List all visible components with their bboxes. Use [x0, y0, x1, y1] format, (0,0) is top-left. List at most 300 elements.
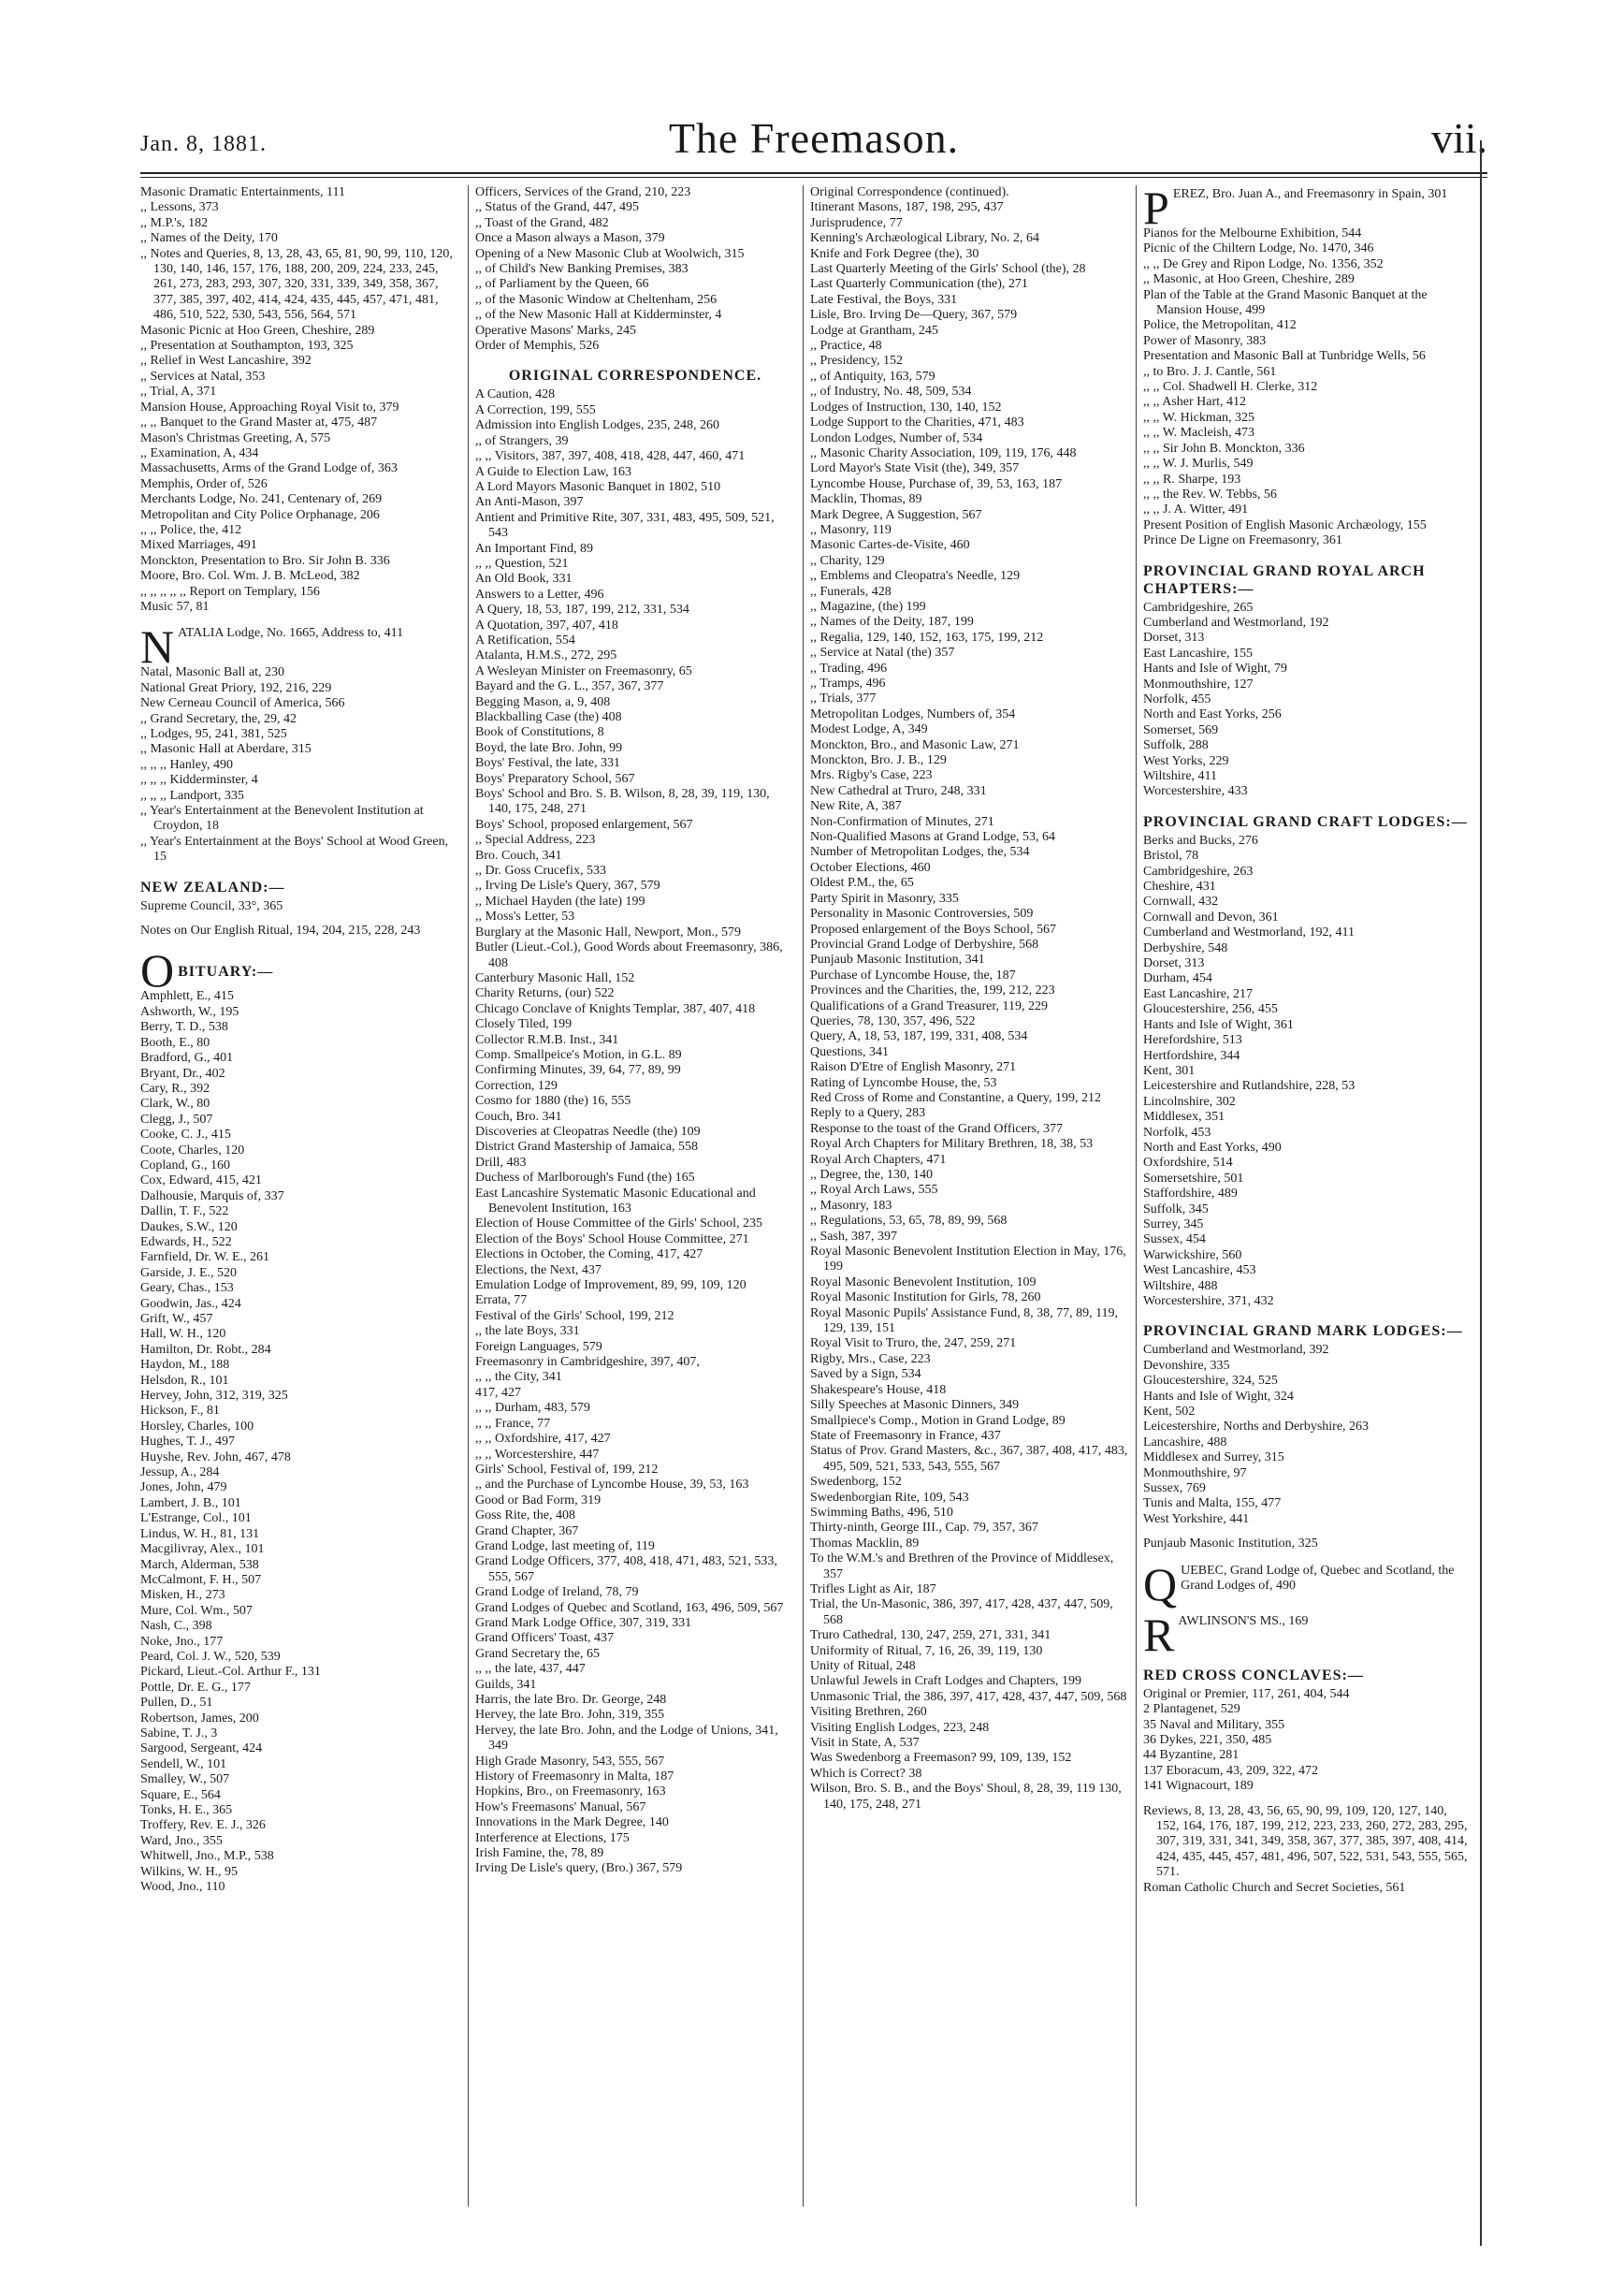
index-entry: L'Estrange, Col., 101	[140, 1511, 252, 1526]
index-list-mark-lodges	[1143, 1343, 1469, 1527]
index-entry: A Query, 18, 53, 187, 199, 212, 331, 534	[475, 603, 689, 618]
index-entry: 44 Byzantine, 281	[1143, 1748, 1240, 1763]
index-entry: ,, ,, Asher Hart, 412	[1143, 395, 1247, 410]
index-entry: Atalanta, H.M.S., 272, 295	[475, 648, 617, 663]
index-entry: Truro Cathedral, 130, 247, 259, 271, 331, 341	[810, 1628, 1051, 1643]
index-entry: ,, Examination, A, 434	[140, 445, 259, 460]
quebec-entry	[1143, 1557, 1469, 1610]
index-entry: Personality in Masonic Controversies, 509	[810, 907, 1034, 922]
index-entry: Saved by a Sign, 534	[810, 1367, 921, 1382]
index-entry: ,, of the New Masonic Hall at Kidderminster, 4	[475, 308, 722, 323]
index-entry: Cumberland and Westmorland, 392	[1143, 1343, 1329, 1358]
index-entry: An Important Find, 89	[475, 541, 593, 556]
index-entry: Dorset, 313	[1143, 631, 1205, 646]
index-entry: ,, ,, Sir John B. Monckton, 336	[1143, 441, 1305, 456]
index-entry: Monmouthshire, 97	[1143, 1465, 1247, 1480]
index-entry: Hopkins, Bro., on Freemasonry, 163	[475, 1784, 666, 1799]
index-entry: Bradford, G., 401	[140, 1051, 234, 1066]
index-entry: Hervey, the late Bro. John, 319, 355	[475, 1708, 665, 1723]
index-entry: Metropolitan and City Police Orphanage, 206	[140, 507, 380, 522]
section-heading: PROVINCIAL GRAND ROYAL ARCH CHAPTERS:—	[1143, 562, 1426, 597]
index-entry: Hickson, F., 81	[140, 1404, 220, 1419]
page-header	[140, 114, 1487, 163]
index-entry: Surrey, 345	[1143, 1216, 1204, 1231]
index-column-4	[1143, 185, 1469, 2206]
page-edge-line	[1480, 140, 1482, 2246]
index-entry: Bristol, 78	[1143, 849, 1199, 864]
index-entry: Rating of Lyncombe House, the, 53	[810, 1075, 997, 1090]
index-entry: Mark Degree, A Suggestion, 567	[810, 507, 982, 522]
index-entry: Party Spirit in Masonry, 335	[810, 891, 959, 906]
index-entry: Boys' School and Bro. S. B. Wilson, 8, 28, 39, 119, 130, 140, 175, 248, 271	[475, 787, 770, 817]
index-entry: Cumberland and Westmorland, 192	[1143, 615, 1329, 630]
index-entry: Helsdon, R., 101	[140, 1373, 229, 1388]
index-entry: ,, Magazine, (the) 199	[810, 599, 926, 614]
index-entry: Devonshire, 335	[1143, 1358, 1230, 1373]
index-entry: ,, of Strangers, 39	[475, 433, 569, 448]
index-entry: ,, ,, W. Hickman, 325	[1143, 410, 1254, 425]
newspaper-title: The Freemason.	[668, 114, 960, 162]
index-entry: A Quotation, 397, 407, 418	[475, 618, 618, 633]
index-entry: Dalhousie, Marquis of, 337	[140, 1188, 284, 1203]
index-entry: ,, Services at Natal, 353	[140, 369, 266, 384]
index-list-craft-lodges	[1143, 834, 1469, 1310]
entry-text: AWLINSON'S MS., 169	[1178, 1613, 1309, 1628]
index-entry: Hertfordshire, 344	[1143, 1048, 1240, 1063]
index-entry: ,, Masonry, 183	[810, 1198, 892, 1213]
index-entry: North and East Yorks, 490	[1143, 1140, 1282, 1155]
index-entry: Worcestershire, 433	[1143, 784, 1248, 799]
index-entry: West Lancashire, 453	[1143, 1263, 1256, 1278]
index-entry: History of Freemasonry in Malta, 187	[475, 1770, 674, 1784]
index-entry: ,, Trials, 377	[810, 692, 877, 706]
index-entry: 417, 427	[475, 1385, 521, 1400]
entry-text: UEBEC, Grand Lodge of, Quebec and Scotland, the Grand Lodges of, 490	[1181, 1563, 1455, 1594]
index-entry: Grand Lodges of Quebec and Scotland, 163, 496, 509, 567	[475, 1600, 784, 1615]
index-entry: Grift, W., 457	[140, 1312, 213, 1326]
index-entry: ,, ,, France, 77	[475, 1416, 551, 1431]
index-entry: McCalmont, F. H., 507	[140, 1572, 262, 1587]
index-entry: Cambridgeshire, 263	[1143, 864, 1254, 879]
index-entry: Durham, 454	[1143, 971, 1212, 986]
page-number: vii.	[1430, 114, 1487, 162]
index-entry: Queries, 78, 130, 357, 496, 522	[810, 1013, 976, 1028]
index-entry: Book of Constitutions, 8	[475, 725, 604, 740]
index-list-original-correspondence	[475, 387, 795, 1876]
index-entry: ,, Dr. Goss Crucefix, 533	[475, 864, 606, 879]
index-entry: Discoveries at Cleopatras Needle (the) 109	[475, 1124, 701, 1139]
index-entry: Butler (Lieut.-Col.), Good Words about Freemasonry, 386, 408	[475, 940, 783, 970]
index-entry: Hamilton, Dr. Robt., 284	[140, 1342, 271, 1357]
index-entry: Correction, 129	[475, 1078, 558, 1093]
index-entry: Suffolk, 345	[1143, 1202, 1209, 1216]
index-entry: ,, M.P.'s, 182	[140, 215, 209, 230]
index-entry: Good or Bad Form, 319	[475, 1493, 602, 1507]
index-entry: ,, Status of the Grand, 447, 495	[475, 200, 639, 215]
index-entry: ,, Tramps, 496	[810, 677, 886, 691]
index-entry: Election of the Boys' School House Committee, 271	[475, 1231, 749, 1246]
index-list-obituary	[140, 989, 460, 1895]
index-entry: Macgilivray, Alex., 101	[140, 1542, 265, 1557]
index-entry: Gloucestershire, 256, 455	[1143, 1002, 1278, 1017]
index-entry: Pianos for the Melbourne Exhibition, 544	[1143, 226, 1362, 240]
index-entry: Square, E., 564	[140, 1787, 221, 1802]
column-divider	[803, 185, 804, 2206]
index-entry: Berks and Bucks, 276	[1143, 833, 1258, 848]
index-entry: Chicago Conclave of Knights Templar, 387, 407, 418	[475, 1001, 756, 1016]
index-list-officers	[475, 185, 795, 354]
index-entry: Goodwin, Jas., 424	[140, 1296, 241, 1311]
index-entry: Natal, Masonic Ball at, 230	[140, 665, 284, 680]
index-entry: ,, ,, Police, the, 412	[140, 522, 242, 537]
index-entry: Query, A, 18, 53, 187, 199, 331, 408, 534	[810, 1029, 1028, 1044]
index-entry: ,, and the Purchase of Lyncombe House, 39, 53, 163	[475, 1478, 749, 1493]
index-entry: ,, ,, Worcestershire, 447	[475, 1447, 600, 1462]
index-entry: Prince De Ligne on Freemasonry, 361	[1143, 533, 1342, 548]
index-entry: Tonks, H. E., 365	[140, 1803, 233, 1817]
index-entry: Raison D'Etre of English Masonry, 271	[810, 1060, 1017, 1075]
index-entry: ,, of Child's New Banking Premises, 383	[475, 262, 689, 277]
index-entry: Original Correspondence (continued).	[810, 185, 1009, 199]
index-entry: Festival of the Girls' School, 199, 212	[475, 1308, 674, 1323]
index-entry: Merchants Lodge, No. 241, Centenary of, 269	[140, 492, 383, 507]
index-entry: Lyncombe House, Purchase of, 39, 53, 163, 187	[810, 476, 1063, 491]
index-entry: Order of Memphis, 526	[475, 339, 600, 354]
section-heading: BITUARY:—	[178, 964, 274, 981]
index-entry: Unmasonic Trial, the 386, 397, 417, 428, 437, 447, 509, 568	[810, 1689, 1127, 1704]
index-entry: Reviews, 8, 13, 28, 43, 56, 65, 90, 99, 109, 120, 127, 140, 152, 164, 176, 187, 199, 212, 223, 233, 260, 272, 283, 295, 307, 319, 331, 341, 349, 358, 367, 377, 385, 397, 408, 414, 424, 435, 445, 457, 481, 496, 507, 522, 531, 543, 555, 565, 571.	[1143, 1803, 1468, 1880]
index-entry: ,, ,, ,, Hanley, 490	[140, 757, 234, 772]
index-entry: ,, Special Address, 223	[475, 833, 596, 848]
index-entry: Freemasonry in Cambridgeshire, 397, 407,	[475, 1355, 700, 1370]
index-entry: Questions, 341	[810, 1044, 889, 1059]
index-entry: Lodge at Grantham, 245	[810, 323, 938, 338]
index-entry: Bayard and the G. L., 357, 367, 377	[475, 679, 664, 694]
index-entry: Itinerant Masons, 187, 198, 295, 437	[810, 200, 1004, 215]
index-entry: Sussex, 454	[1143, 1232, 1206, 1247]
rawlinson-entry	[1143, 1608, 1469, 1661]
index-entry: Ashworth, W., 195	[140, 1004, 239, 1019]
index-entry: Robertson, James, 200	[140, 1711, 259, 1726]
index-entry: Ward, Jno., 355	[140, 1833, 223, 1848]
index-entry: ,, ,, W. J. Murlis, 549	[1143, 457, 1254, 472]
index-entry: Visiting Brethren, 260	[810, 1705, 927, 1720]
index-entry: ,, Service at Natal (the) 357	[810, 646, 955, 661]
index-entry: 2 Plantagenet, 529	[1143, 1702, 1240, 1717]
column-divider	[468, 185, 469, 2206]
index-entry: Booth, E., 80	[140, 1035, 210, 1050]
index-entry: Norfolk, 455	[1143, 692, 1211, 706]
index-entry: Wood, Jno., 110	[140, 1880, 225, 1895]
index-entry: Goss Rite, the, 408	[475, 1508, 575, 1523]
drop-cap: N	[140, 620, 175, 674]
index-entry: Monckton, Presentation to Bro. Sir John B. 336	[140, 553, 390, 568]
index-entry: Rigby, Mrs., Case, 223	[810, 1351, 931, 1366]
index-entry: Supreme Council, 33°, 365	[140, 898, 283, 913]
index-entry: Boyd, the late Bro. John, 99	[475, 740, 623, 755]
index-entry: Royal Visit to Truro, the, 247, 259, 271	[810, 1336, 1017, 1351]
index-entry: ,, ,, the Rev. W. Tebbs, 56	[1143, 487, 1277, 502]
index-entry: An Old Book, 331	[475, 572, 573, 587]
index-entry: Noke, Jno., 177	[140, 1634, 224, 1649]
index-entry: Silly Speeches at Masonic Dinners, 349	[810, 1398, 1020, 1413]
section-heading: PROVINCIAL GRAND MARK LODGES:—	[1143, 1323, 1463, 1340]
index-entry: Swedenborgian Rite, 109, 543	[810, 1490, 969, 1505]
index-entry: Swedenborg, 152	[810, 1475, 902, 1490]
index-entry: ,, Degree, the, 130, 140	[810, 1168, 934, 1182]
index-entry: Royal Masonic Institution for Girls, 78, 260	[810, 1290, 1041, 1305]
index-entry: Admission into English Lodges, 235, 248, 260	[475, 418, 719, 433]
index-entry: Irish Famine, the, 78, 89	[475, 1846, 604, 1861]
index-entry: 137 Eboracum, 43, 209, 322, 472	[1143, 1763, 1319, 1778]
index-entry: Boys' Festival, the late, 331	[475, 756, 620, 771]
index-entry: East Lancashire, 217	[1143, 986, 1254, 1001]
index-entry: Cornwall and Devon, 361	[1143, 910, 1279, 925]
index-entry: Hughes, T. J., 497	[140, 1435, 235, 1449]
index-entry: Daukes, S.W., 120	[140, 1219, 238, 1234]
index-entry: ,, of the Masonic Window at Cheltenham, 256	[475, 292, 718, 307]
index-entry: Nash, C., 398	[140, 1619, 212, 1634]
index-entry: Dorset, 313	[1143, 956, 1205, 971]
index-entry: ,, Masonic Hall at Aberdare, 315	[140, 742, 312, 757]
section-heading: ORIGINAL CORRESPONDENCE.	[508, 368, 762, 385]
index-entry: Non-Confirmation of Minutes, 271	[810, 814, 994, 829]
index-entry: Provincial Grand Lodge of Derbyshire, 568	[810, 937, 1039, 952]
index-entry: ,, Charity, 129	[810, 553, 885, 568]
index-entry: East Lancashire, 155	[1143, 646, 1254, 661]
index-entry: Royal Masonic Benevolent Institution Election in May, 176, 199	[810, 1245, 1126, 1274]
index-list-natal	[140, 665, 460, 865]
index-entry: Staffordshire, 489	[1143, 1187, 1238, 1202]
index-entry: Geary, Chas., 153	[140, 1281, 234, 1296]
index-entry: Non-Qualified Masons at Grand Lodge, 53, 64	[810, 830, 1056, 845]
index-entry: Mason's Christmas Greeting, A, 575	[140, 430, 331, 445]
index-entry: Jones, John, 479	[140, 1480, 227, 1495]
drop-cap: P	[1143, 185, 1169, 234]
index-entry: Cosmo for 1880 (the) 16, 555	[475, 1094, 631, 1109]
index-entry: Grand Mark Lodge Office, 307, 319, 331	[475, 1615, 692, 1630]
index-list-royal-arch	[1143, 601, 1469, 800]
index-entry: Officers, Services of the Grand, 210, 223	[475, 185, 691, 199]
index-entry: ,, ,, Banquet to the Grand Master at, 475, 487	[140, 415, 378, 430]
index-entry: Farnfield, Dr. W. E., 261	[140, 1250, 270, 1265]
index-entry: Grand Chapter, 367	[475, 1523, 579, 1538]
header-rule	[140, 172, 1487, 174]
index-entry: Troffery, Rev. E. J., 326	[140, 1818, 266, 1833]
index-entry: Which is Correct? 38	[810, 1766, 922, 1781]
index-entry: Cooke, C. J., 415	[140, 1128, 231, 1143]
index-entry: District Grand Mastership of Jamaica, 558	[475, 1140, 698, 1155]
index-column-2	[475, 185, 795, 2206]
index-entry: Mure, Col. Wm., 507	[140, 1603, 253, 1618]
index-entry: A Retification, 554	[475, 633, 575, 648]
index-entry: ,, to Bro. J. J. Cantle, 561	[1143, 364, 1277, 379]
index-entry: Election of House Committee of the Girls' School, 235	[475, 1216, 762, 1231]
index-entry: Amphlett, E., 415	[140, 989, 234, 1004]
index-entry: Reply to a Query, 283	[810, 1106, 926, 1121]
index-entry: New Cathedral at Truro, 248, 331	[810, 783, 987, 798]
index-entry: Visiting English Lodges, 223, 248	[810, 1720, 990, 1735]
index-entry: Sargood, Sergeant, 424	[140, 1741, 263, 1756]
index-entry: Harris, the late Bro. Dr. George, 248	[475, 1693, 667, 1707]
index-entry: Music 57, 81	[140, 599, 210, 614]
index-entry: Monckton, Bro. J. B., 129	[810, 753, 947, 768]
index-entry: Bro. Couch, 341	[475, 848, 562, 863]
index-entry: March, Alderman, 538	[140, 1557, 259, 1572]
index-entry: Police, the Metropolitan, 412	[1143, 318, 1297, 333]
index-entry: Bryant, Dr., 402	[140, 1066, 225, 1081]
index-entry: ,, Lessons, 373	[140, 200, 219, 215]
index-entry: ,, ,, ,, ,, ,, Report on Templary, 156	[140, 584, 320, 599]
index-entry: Kent, 502	[1143, 1405, 1196, 1420]
index-entry: Lisle, Bro. Irving De—Query, 367, 579	[810, 308, 1018, 323]
index-entry: Modest Lodge, A, 349	[810, 722, 928, 737]
index-entry: Royal Arch Chapters, 471	[810, 1152, 947, 1167]
index-entry: Late Festival, the Boys, 331	[810, 292, 958, 307]
index-entry: ,, ,, Question, 521	[475, 556, 569, 571]
index-entry: Warwickshire, 560	[1143, 1247, 1242, 1262]
index-entry: Garside, J. E., 520	[140, 1265, 238, 1280]
index-entry: ,, Names of the Deity, 170	[140, 231, 278, 246]
index-entry: Knife and Fork Degree (the), 30	[810, 246, 979, 261]
index-entry: Hervey, the late Bro. John, and the Lodge of Unions, 341, 349	[475, 1723, 778, 1754]
index-entry: Tunis and Malta, 155, 477	[1143, 1496, 1282, 1511]
index-entry: Hants and Isle of Wight, 79	[1143, 662, 1287, 677]
index-entry: Power of Masonry, 383	[1143, 333, 1267, 348]
index-entry: ,, Regalia, 129, 140, 152, 163, 175, 199, 212	[810, 630, 1044, 645]
index-entry: Lancashire, 488	[1143, 1435, 1227, 1449]
index-entry: Cornwall, 432	[1143, 895, 1219, 910]
index-entry: ,, Grand Secretary, the, 29, 42	[140, 711, 297, 726]
index-entry: Emulation Lodge of Improvement, 89, 99, 109, 120	[475, 1278, 747, 1293]
index-entry: Grand Officers' Toast, 437	[475, 1631, 614, 1646]
index-entry: Foreign Languages, 579	[475, 1339, 602, 1354]
index-entry: Wiltshire, 488	[1143, 1278, 1218, 1293]
index-entry: Unity of Ritual, 248	[810, 1659, 916, 1673]
index-entry: Royal Masonic Pupils' Assistance Fund, 8, 38, 77, 89, 119, 129, 139, 151	[810, 1305, 1119, 1336]
index-entry: Response to the toast of the Grand Officers, 377	[810, 1121, 1063, 1136]
index-entry: Mansion House, Approaching Royal Visit to, 379	[140, 400, 399, 415]
index-entry: A Lord Mayors Masonic Banquet in 1802, 510	[475, 479, 721, 494]
index-entry: Lord Mayor's State Visit (the), 349, 357	[810, 461, 1020, 476]
index-entry: London Lodges, Number of, 534	[810, 430, 983, 445]
index-entry: Closely Tiled, 199	[475, 1017, 573, 1032]
index-list-p	[1143, 226, 1469, 549]
index-entry: An Anti-Mason, 397	[475, 495, 584, 510]
section-heading: RED CROSS CONCLAVES:—	[1143, 1667, 1364, 1683]
index-entry: Dallin, T. F., 522	[140, 1204, 229, 1219]
index-entry: ,, ,, the late, 437, 447	[475, 1662, 586, 1677]
index-entry: ,, Masonry, 119	[810, 522, 892, 537]
index-entry: ,, Presentation at Southampton, 193, 325	[140, 339, 354, 354]
index-list-red-cross	[1143, 1687, 1469, 1795]
index-entry: Number of Metropolitan Lodges, the, 534	[810, 845, 1030, 860]
index-entry: ,, Michael Hayden (the late) 199	[475, 894, 645, 909]
index-entry: ,, ,, W. Macleish, 473	[1143, 426, 1254, 441]
index-entry: ,, Relief in West Lancashire, 392	[140, 354, 312, 369]
index-entry: Kenning's Archæological Library, No. 2, 64	[810, 231, 1040, 246]
index-entry: Horsley, Charles, 100	[140, 1419, 254, 1434]
index-entry: ,, of Parliament by the Queen, 66	[475, 277, 649, 292]
index-entry: Gloucestershire, 324, 525	[1143, 1374, 1278, 1389]
entry-text: EREZ, Bro. Juan A., and Freemasonry in Spain, 301	[1172, 187, 1448, 201]
index-entry: National Great Priory, 192, 216, 229	[140, 680, 332, 695]
drop-cap: O	[140, 944, 175, 998]
index-entry: Picnic of the Chiltern Lodge, No. 1470, 346	[1143, 241, 1374, 256]
index-entry: Clegg, J., 507	[140, 1112, 213, 1127]
index-entry: ,, Year's Entertainment at the Boys' School at Wood Green, 15	[140, 834, 449, 865]
index-entry: Guilds, 341	[475, 1677, 537, 1692]
index-entry: A Wesleyan Minister on Freemasonry, 65	[475, 663, 692, 678]
index-entry: West Yorkshire, 441	[1143, 1511, 1250, 1526]
index-entry: 36 Dykes, 221, 350, 485	[1143, 1732, 1272, 1747]
index-entry: Thomas Macklin, 89	[810, 1536, 920, 1551]
index-entry: ,, Practice, 48	[810, 339, 882, 354]
drop-cap: Q	[1143, 1557, 1178, 1610]
header-rule-thin	[140, 177, 1487, 178]
index-entry: ,, ,, Visitors, 387, 397, 408, 418, 428, 447, 460, 471	[475, 449, 746, 464]
index-entry: Huyshe, Rev. John, 467, 478	[140, 1449, 291, 1464]
index-entry: Canterbury Masonic Hall, 152	[475, 970, 635, 985]
index-entry: ,, Trial, A, 371	[140, 385, 217, 400]
index-entry: Interference at Elections, 175	[475, 1830, 630, 1845]
index-entry: A Caution, 428	[475, 387, 556, 402]
index-entry: Elections in October, the Coming, 417, 427	[475, 1247, 703, 1262]
index-entry: ,, Royal Arch Laws, 555	[810, 1183, 938, 1198]
index-entry: Lindus, W. H., 81, 131	[140, 1526, 260, 1541]
index-entry: Coote, Charles, 120	[140, 1143, 245, 1158]
index-entry: Memphis, Order of, 526	[140, 476, 268, 491]
index-entry: ,, Masonic, at Hoo Green, Cheshire, 289	[1143, 272, 1355, 287]
index-entry: Wilkins, W. H., 95	[140, 1864, 239, 1879]
index-entry: Once a Mason always a Mason, 379	[475, 231, 665, 246]
index-entry: Last Quarterly Communication (the), 271	[810, 277, 1028, 292]
index-entry: Royal Arch Chapters for Military Brethren, 18, 38, 53	[810, 1137, 1094, 1152]
index-entry: Boys' Preparatory School, 567	[475, 771, 635, 786]
index-entry: Last Quarterly Meeting of the Girls' School (the), 28	[810, 262, 1086, 277]
index-entry: Operative Masons' Marks, 245	[475, 323, 637, 338]
index-entry: ,, Moss's Letter, 53	[475, 910, 575, 925]
index-entry: ,, Regulations, 53, 65, 78, 89, 99, 568	[810, 1214, 1008, 1229]
index-entry: Masonic Cartes-de-Visite, 460	[810, 538, 970, 553]
index-entry: Status of Prov. Grand Masters, &c., 367, 387, 408, 417, 483, 495, 509, 521, 533, 543, 555, 567	[810, 1444, 1128, 1474]
index-entry: Sussex, 769	[1143, 1481, 1206, 1496]
index-entry: Duchess of Marlborough's Fund (the) 165	[475, 1171, 695, 1186]
index-entry: Mixed Marriages, 491	[140, 538, 257, 553]
index-entry: Somerset, 569	[1143, 722, 1219, 737]
index-entry: ,, ,, Col. Shadwell H. Clerke, 312	[1143, 380, 1318, 395]
index-entry: Blackballing Case (the) 408	[475, 710, 622, 724]
index-entry: Leicestershire, Norths and Derbyshire, 263	[1143, 1420, 1370, 1435]
index-entry: Lincolnshire, 302	[1143, 1094, 1236, 1109]
index-entry: Smallpiece's Comp., Motion in Grand Lodge, 89	[810, 1413, 1066, 1428]
index-entry: ,, Sash, 387, 397	[810, 1229, 897, 1244]
index-entry: Middlesex, 351	[1143, 1110, 1225, 1125]
index-entry: Grand Secretary the, 65	[475, 1646, 600, 1661]
index-entry: Berry, T. D., 538	[140, 1020, 228, 1035]
index-entry: Proposed enlargement of the Boys School, 567	[810, 922, 1056, 937]
index-entry: Clark, W., 80	[140, 1097, 210, 1112]
index-entry: Presentation and Masonic Ball at Tunbridge Wells, 56	[1143, 349, 1426, 364]
index-entry: Punjaub Masonic Institution, 341	[810, 953, 985, 968]
index-entry: Cambridgeshire, 265	[1143, 600, 1254, 615]
index-entry: Mrs. Rigby's Case, 223	[810, 768, 933, 783]
index-entry: Kent, 301	[1143, 1063, 1196, 1078]
index-entry: ,, ,, Oxfordshire, 417, 427	[475, 1432, 611, 1447]
index-entry: Whitwell, Jno., M.P., 538	[140, 1849, 274, 1864]
index-entry: Shakespeare's House, 418	[810, 1382, 947, 1397]
index-entry: New Cerneau Council of America, 566	[140, 696, 345, 711]
